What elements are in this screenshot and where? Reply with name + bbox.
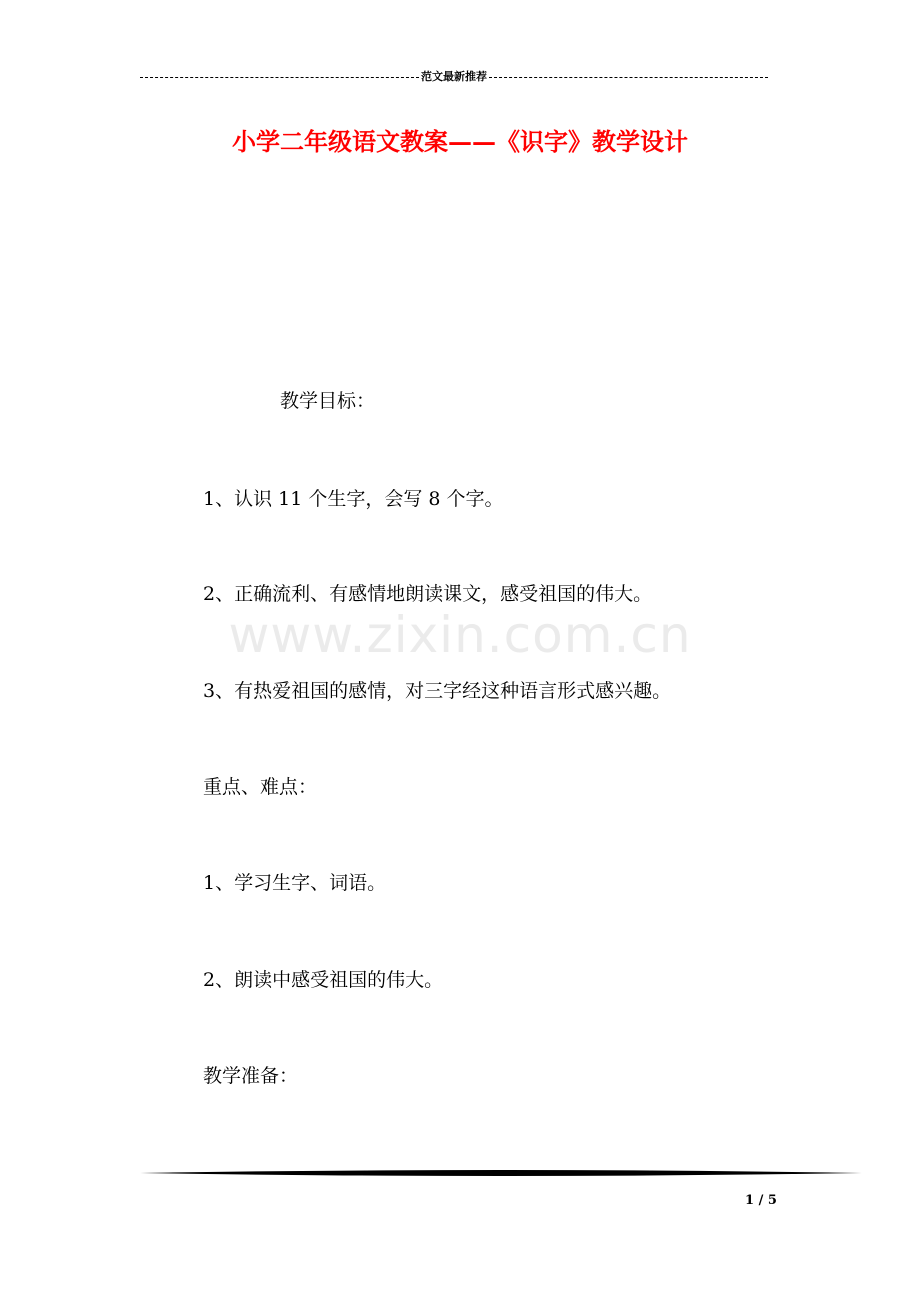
watermark: www.zixin.com.cn	[228, 606, 692, 664]
page-number: 1 / 5	[745, 1193, 777, 1208]
section-heading-key-points: 重点、难点：	[203, 776, 318, 798]
objective-item-2: 2、正确流利、有感情地朗读课文，感受祖国的伟大。	[203, 583, 653, 605]
key-point-item-2: 2、朗读中感受祖国的伟大。	[203, 969, 444, 991]
key-point-item-1: 1、学习生字、词语。	[203, 872, 387, 894]
section-heading-preparation: 教学准备：	[203, 1065, 299, 1087]
header-dashed-rule-right	[489, 77, 768, 78]
section-heading-objectives: 教学目标：	[280, 390, 376, 412]
objective-item-1: 1、认识 11 个生字，会写 8 个字。	[203, 488, 504, 510]
footer-rule	[140, 1169, 862, 1177]
header-dashed-rule-left	[140, 77, 419, 78]
document-title: 小学二年级语文教案——《识字》教学设计	[232, 127, 688, 156]
objective-item-3: 3、有热爱祖国的感情，对三字经这种语言形式感兴趣。	[203, 680, 672, 702]
page-header	[140, 67, 768, 87]
header-label: 范文最新推荐	[421, 70, 487, 83]
